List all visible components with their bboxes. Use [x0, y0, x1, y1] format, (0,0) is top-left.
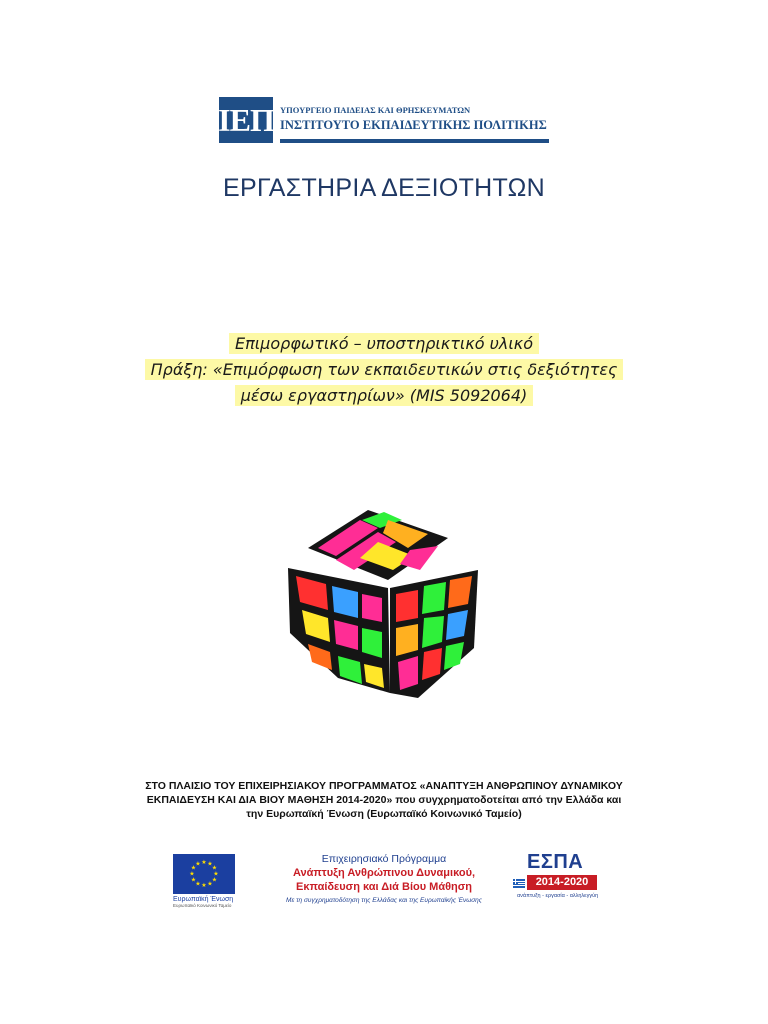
svg-text:★: ★: [189, 870, 195, 878]
svg-text:★: ★: [211, 864, 218, 872]
funding-line-2: ΕΚΠΑΙΔΕΥΣΗ ΚΑΙ ΔΙΑ ΒΙΟΥ ΜΑΘΗΣΗ 2014-2020» που συγχρηματοδοτείται από την Ελλάδα και: [146, 794, 622, 806]
eu-flag-icon: [173, 854, 235, 894]
eu-logo: [173, 854, 235, 908]
svg-text:★: ★: [213, 870, 219, 878]
ep-line-2: Ανάπτυξη Ανθρώπινου Δυναμικού,: [292, 867, 476, 879]
eu-label: Ευρωπαϊκή Ένωση: [173, 896, 234, 903]
document-title: ΕΡΓΑΣΤΗΡΙΑ ΔΕΞΙΟΤΗΤΩΝ: [223, 174, 545, 202]
funding-line-1: ΣΤΟ ΠΛΑΙΣΙΟ ΤΟΥ ΕΠΙΧΕΙΡΗΣΙΑΚΟΥ ΠΡΟΓΡΑΜΜΑΤΟΣ «ΑΝΑΠΤΥΞΗ ΑΝΘΡΩΠΙΝΟΥ ΔΥΝΑΜΙΚΟΥ: [145, 780, 623, 792]
espa-logo: [513, 852, 599, 906]
espa-years: 2014-2020: [527, 875, 597, 890]
subtitle-block: [0, 331, 768, 409]
svg-text:★: ★: [207, 860, 213, 868]
iep-logo-mark: ΙΕΠ: [219, 97, 273, 143]
svg-text:★: ★: [201, 882, 207, 889]
operational-programme-logo: [258, 852, 510, 908]
subtitle-line-2: Πράξη: «Επιμόρφωση των εκπαιδευτικών στις δεξιότητες: [145, 359, 624, 380]
subtitle-line-1: Επιμορφωτικό – υποστηρικτικό υλικό: [229, 333, 539, 354]
espa-tagline: ανάπτυξη - εργασία - αλληλεγγύη: [517, 893, 599, 899]
ep-line-4: Με τη συγχρηματοδότηση της Ελλάδας και της Ευρωπαϊκής Ένωσης: [286, 897, 482, 904]
iep-logo: [219, 97, 549, 143]
logo-rule: [280, 139, 549, 143]
svg-text:★: ★: [195, 880, 201, 888]
eu-sublabel: Ευρωπαϊκό Κοινωνικό Ταμείο: [173, 903, 232, 908]
svg-text:★: ★: [190, 876, 197, 884]
espa-word: ΕΣΠΑ: [527, 851, 584, 873]
svg-text:★: ★: [211, 876, 218, 884]
svg-text:★: ★: [190, 864, 197, 872]
ministry-name: ΥΠΟΥΡΓΕΙΟ ΠΑΙΔΕΙΑΣ ΚΑΙ ΘΡΗΣΚΕΥΜΑΤΩΝ: [280, 105, 471, 115]
funding-statement: [110, 779, 658, 821]
subtitle-line-3: μέσω εργαστηρίων» (MIS 5092064): [235, 385, 534, 406]
ep-line-1: Επιχειρησιακό Πρόγραμμα: [321, 853, 447, 865]
svg-text:★: ★: [207, 880, 213, 888]
ep-line-3: Εκπαίδευση και Διά Βίου Μάθηση: [295, 881, 473, 893]
institute-name: ΙΝΣΤΙΤΟΥΤΟ ΕΚΠΑΙΔΕΥΤΙΚΗΣ ΠΟΛΙΤΙΚΗΣ: [280, 118, 547, 132]
funding-line-3: την Ευρωπαϊκή Ένωση (Ευρωπαϊκό Κοινωνικό Ταμείο): [246, 808, 522, 820]
rubiks-cube-image: [278, 498, 498, 718]
svg-text:★: ★: [201, 859, 207, 866]
svg-text:★: ★: [195, 860, 201, 868]
sponsor-logos: [0, 852, 768, 912]
greek-flag-icon: [513, 879, 525, 888]
